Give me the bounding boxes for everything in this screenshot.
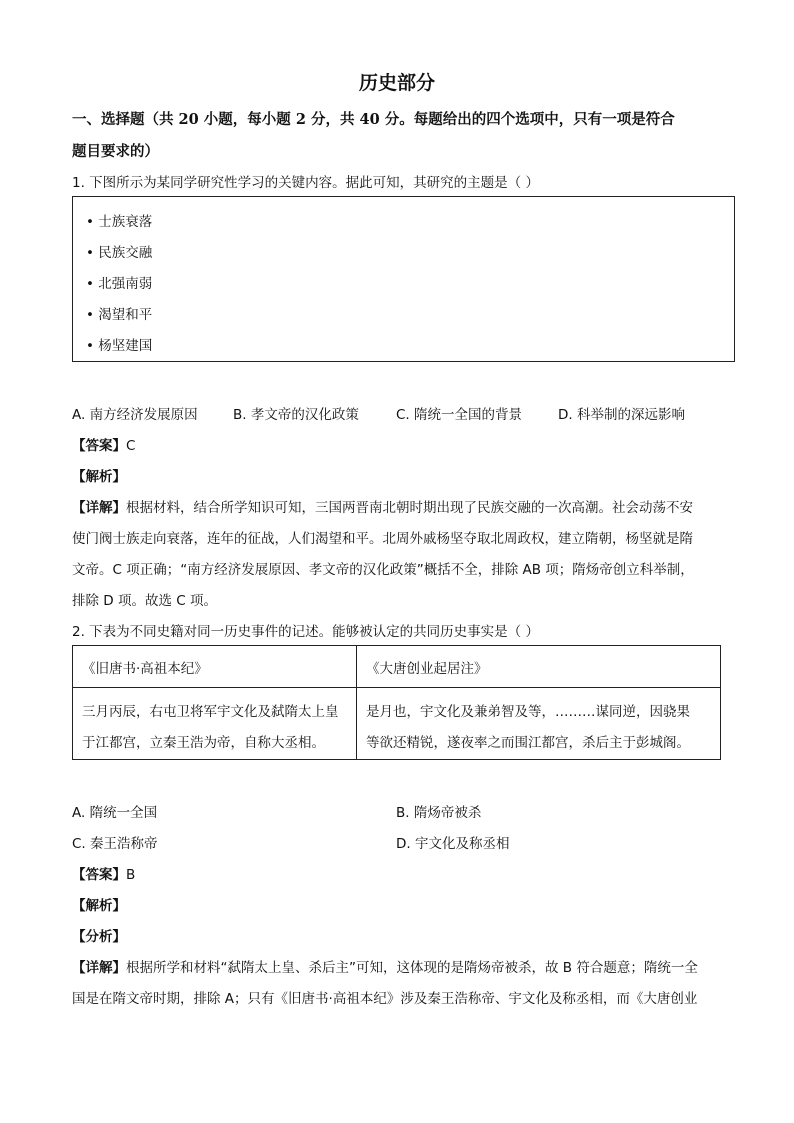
q1-box-item: • 民族交融: [86, 245, 153, 261]
table-cell-right-line1: 是月也，宇文化及兼弟智及等，………谋同逆，因骁果: [366, 704, 690, 720]
q1-answer: [72, 434, 135, 454]
q1-box-item: • 北强南弱: [86, 276, 153, 292]
detail-text: 根据材料，结合所学知识可知，三国两晋南北朝时期出现了民族交融的一次高潮。社会动荡不安: [126, 500, 693, 516]
section-heading-line2: 题目要求的）: [72, 143, 159, 160]
answer-label: 【答案】: [72, 867, 126, 883]
q1-detail-line4: 排除 D 项。故选 C 项。: [72, 593, 217, 609]
q2-option-c: C. 秦王浩称帝: [72, 836, 158, 852]
q2-stem: 2. 下表为不同史籍对同一历史事件的记述。能够被认定的共同历史事实是（ ）: [72, 624, 539, 640]
q1-option-b: B. 孝文帝的汉化政策: [233, 407, 359, 423]
q1-box-item: • 士族衰落: [86, 214, 153, 230]
q1-analysis-label: 【解析】: [72, 469, 126, 485]
q2-source-table: [72, 645, 721, 760]
detail-text: 根据所学和材料“弑隋太上皇、杀后主”可知，这体现的是隋炀帝被杀，故 B 符合题意；隋统一全: [126, 960, 698, 976]
answer-label: 【答案】: [72, 438, 126, 454]
q2-option-a: A. 隋统一全国: [72, 805, 158, 821]
answer-value: B: [126, 867, 136, 883]
table-cell-left-line2: 于江都宫，立秦王浩为帝，自称大丞相。: [82, 735, 325, 751]
q2-option-d: D. 宇文化及称丞相: [396, 836, 510, 852]
page-title: 历史部分: [358, 72, 435, 94]
q1-option-a: A. 南方经济发展原因: [72, 407, 198, 423]
q1-detail-line3: 文帝。C 项正确；“南方经济发展原因、孝文帝的汉化政策”概括不全，排除 AB 项；隋炀帝创立科举制，: [72, 562, 694, 578]
q1-detail-line2: 使门阀士族走向衰落，连年的征战，人们渴望和平。北周外戚杨坚夺取北周政权，建立隋朝，杨坚就是隋: [72, 531, 693, 547]
table-row-divider: [73, 687, 720, 688]
q2-fenxi-label: 【分析】: [72, 929, 126, 945]
q2-detail-line1: [72, 956, 698, 976]
q2-detail-line2: 国是在隋文帝时期，排除 A；只有《旧唐书·高祖本纪》涉及秦王浩称帝、宇文化及称丞相，而《大唐创业: [72, 991, 698, 1007]
q1-detail-line1: [72, 496, 693, 516]
q1-box-item: • 渴望和平: [86, 307, 153, 323]
detail-label: 【详解】: [72, 960, 126, 976]
q1-option-c: C. 隋统一全国的背景: [396, 407, 523, 423]
table-column-divider: [356, 646, 357, 759]
q2-analysis-label: 【解析】: [72, 898, 126, 914]
q2-answer: [72, 863, 135, 883]
table-cell-left-line1: 三月丙辰，右屯卫将军宇文化及弑隋太上皇: [82, 704, 339, 720]
table-cell-right-line2: 等欲还精锐，遂夜率之而围江都宫，杀后主于彭城阁。: [366, 735, 690, 751]
answer-value: C: [126, 438, 136, 454]
table-header-left: 《旧唐书·高祖本纪》: [82, 661, 208, 677]
q2-option-b: B. 隋炀帝被杀: [396, 805, 482, 821]
q1-stem: 1. 下图所示为某同学研究性学习的关键内容。据此可知，其研究的主题是（ ）: [72, 175, 539, 191]
section-heading-line1: 一、选择题（共 20 小题，每小题 2 分，共 40 分。每题给出的四个选项中，只有一项是符合: [72, 111, 675, 128]
q1-option-d: D. 科举制的深远影响: [558, 407, 685, 423]
q1-key-points-box: [72, 196, 735, 362]
table-header-right: 《大唐创业起居注》: [366, 661, 488, 677]
q1-box-item: • 杨坚建国: [86, 338, 153, 354]
detail-label: 【详解】: [72, 500, 126, 516]
